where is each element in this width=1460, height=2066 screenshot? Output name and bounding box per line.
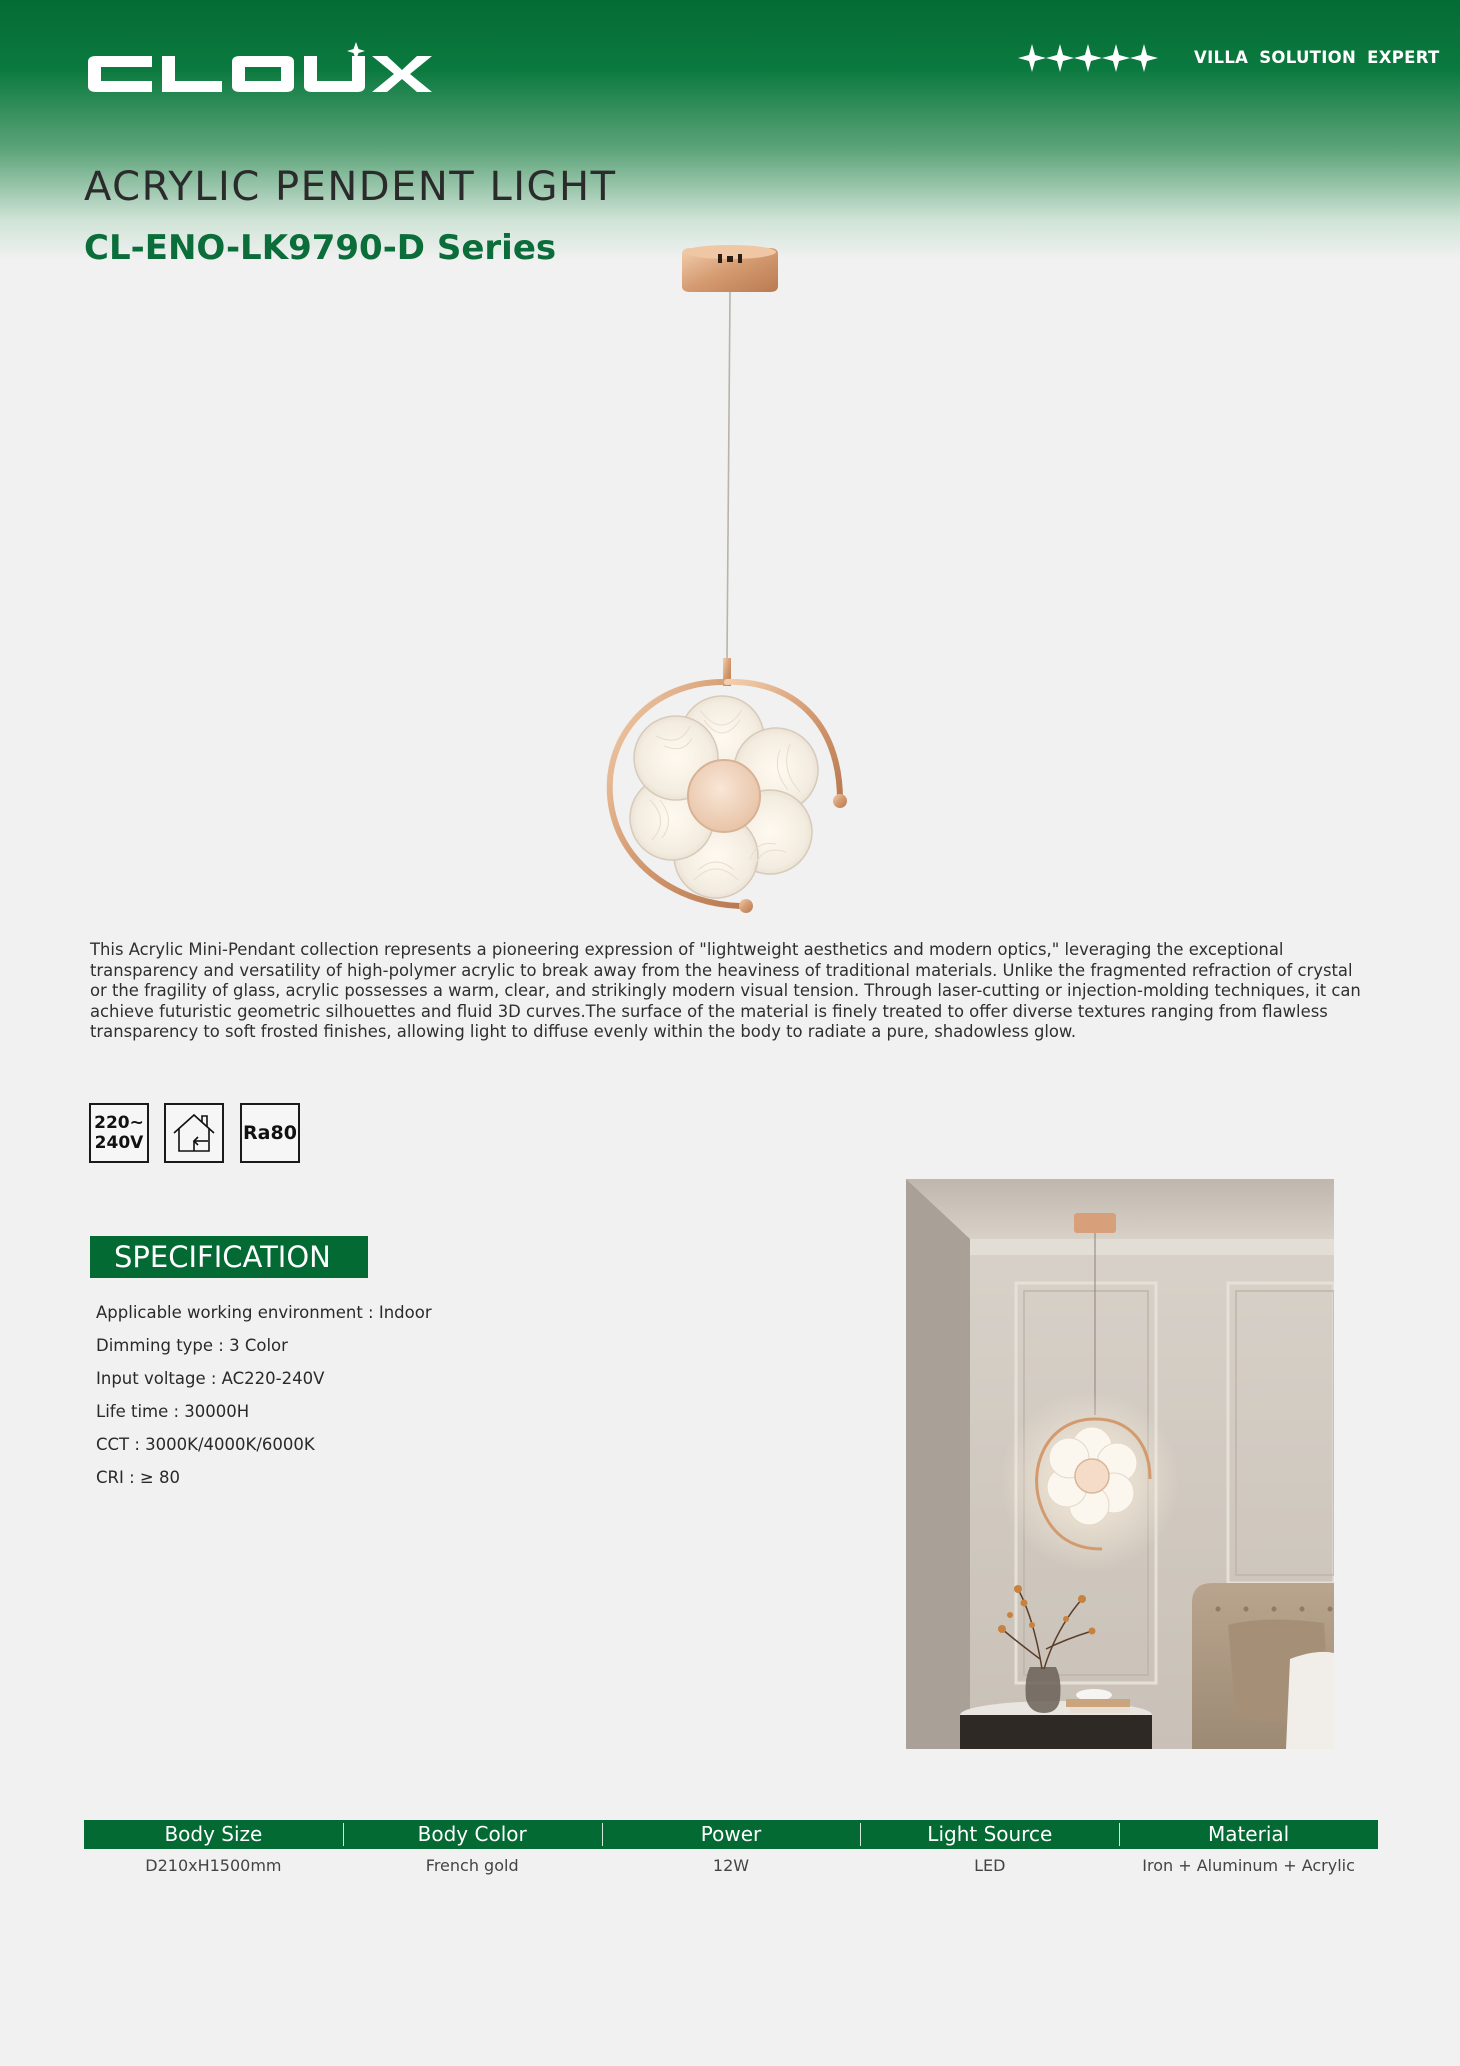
table-header-cell: Body Size [164, 1822, 263, 1846]
table-header-cell: Body Color [343, 1820, 602, 1849]
spec-item: CCT : 3000K/4000K/6000K [96, 1435, 315, 1454]
table-cell: LED [974, 1856, 1006, 1875]
cri-badge: Ra80 [240, 1103, 300, 1163]
spec-item: Dimming type : 3 Color [96, 1336, 288, 1355]
voltage-badge-line1: 220~ [94, 1113, 144, 1133]
specification-list [96, 1302, 432, 1500]
table-header-cell: Material [1119, 1820, 1378, 1849]
spec-item: Life time : 30000H [96, 1402, 250, 1421]
specification-heading: SPECIFICATION [90, 1236, 368, 1278]
table-cell: French gold [425, 1856, 519, 1875]
spec-table [84, 1820, 1378, 1883]
table-cell: D210xH1500mm [145, 1856, 282, 1875]
room-scene-photo [906, 1179, 1334, 1749]
table-header-cell: Light Source [860, 1820, 1119, 1849]
header-band [0, 0, 1460, 260]
five-star-rating-icon [1018, 40, 1160, 76]
indoor-badge [164, 1103, 224, 1163]
indoor-house-icon [170, 1111, 218, 1155]
spec-item: Applicable working environment : Indoor [96, 1303, 432, 1322]
spec-item: CRI : ≥ 80 [96, 1468, 180, 1487]
table-row [84, 1849, 1378, 1883]
table-cell: Iron + Aluminum + Acrylic [1142, 1856, 1355, 1875]
product-series: CL-ENO-LK9790-D Series [84, 228, 557, 268]
voltage-badge-line2: 240V [94, 1133, 144, 1153]
pendant-light-product-image [590, 240, 870, 920]
product-description: This Acrylic Mini-Pendant collection represents a pioneering expression of "lightweight aesthetics and modern optics," leveraging the exceptional transparency and versatility of high-polymer acrylic to break away from the heaviness of traditional materials. Unlike the fragmented refraction of crystal or the fragility of glass, acrylic possesses a warm, clear, and strikingly modern visual tension. Through laser-cutting or injection-molding techniques, it can achieve futuristic geometric silhouettes and fluid 3D curves.The surface of the material is finely treated to offer diverse textures ranging from flawless transparency to soft frosted finishes, allowing light to diffuse evenly within the body to radiate a pure, shadowless glow. [90, 940, 1361, 1042]
spec-item: Input voltage : AC220-240V [96, 1369, 325, 1388]
voltage-badge [89, 1103, 149, 1163]
table-header-cell: Power [602, 1820, 861, 1849]
product-title: ACRYLIC PENDENT LIGHT [84, 164, 617, 210]
spec-table-header [84, 1820, 1378, 1849]
cloux-logo [84, 40, 436, 102]
brand-tagline: VILLA SOLUTION EXPERT [1194, 48, 1440, 67]
table-cell: 12W [712, 1856, 750, 1875]
